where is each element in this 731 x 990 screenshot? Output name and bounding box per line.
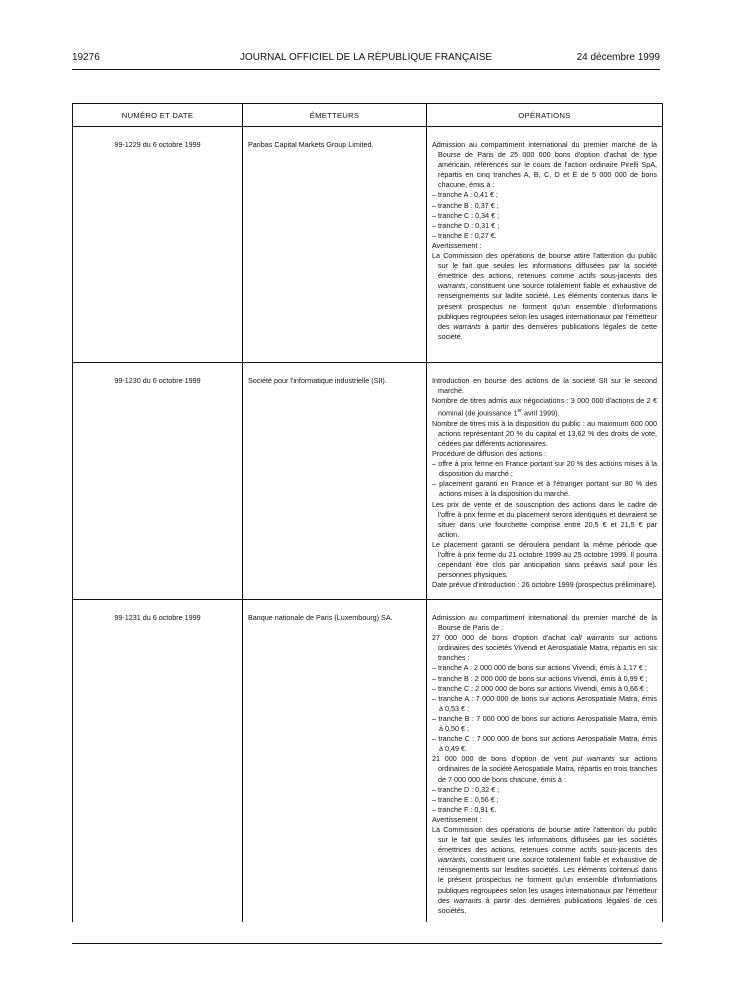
column-header-numero: NUMÉRO ET DATE — [73, 104, 243, 127]
op-text: Introduction en bourse des actions de la société SII sur le second marché. — [432, 376, 657, 396]
op-tranche: – tranche A : 0,41 € ; — [432, 190, 498, 200]
op-tranche: – tranche C : 2 000 000 de bons sur actions Vivendi, émis à 0,66 € ; — [432, 683, 649, 693]
table-row — [73, 600, 663, 922]
column-header-operations: OPÉRATIONS — [427, 104, 663, 127]
op-tranche: – tranche E : 0,56 € ; — [432, 794, 499, 804]
op-tranche: – tranche E : 0,27 €. — [432, 230, 497, 240]
op-text: Le placement garanti se déroulera pendant la même période que l'offre à prix ferme du 21 octobre 1999 au 25 octobre 1999. Il pourra cependant être clos par anticipation sans préavis sauf pour les personnes physiques. — [432, 539, 657, 580]
column-header-emetteurs: ÉMETTEURS — [243, 104, 427, 127]
table-row — [73, 127, 663, 363]
op-tranche: – tranche A : 2 000 000 de bons sur actions Vivendi, émis à 1,17 € ; — [432, 663, 647, 673]
table-bottom-rule — [72, 943, 662, 944]
table-row — [73, 363, 663, 600]
op-tranche: – tranche D : 0,32 € ; — [432, 784, 500, 794]
cell-operations — [427, 363, 663, 600]
op-bullet: – offre à prix ferme en France portant sur 20 % des actions mises à la disposition du marché ; — [432, 459, 657, 479]
cell-numero: 99-1229 du 6 octobre 1999 — [73, 127, 243, 363]
page-number: 19276 — [72, 52, 100, 63]
cell-numero: 99-1230 du 6 octobre 1999 — [73, 363, 243, 600]
op-text: Date prévue d'introduction : 26 octobre 1999 (prospectus préliminaire). — [432, 580, 657, 590]
header-rule — [72, 69, 660, 70]
op-text: 21 000 000 de bons d'option de vent put warrants sur actions ordinaires de la société Aerospatiale Matra, répartis en trois tranches de 7 000 000 de bons chacune, émis à : — [432, 754, 657, 784]
table-header-row — [73, 104, 663, 127]
op-bullet: – placement garanti en France et à l'étranger portant sur 80 % des actions mises à la disposition du marché. — [432, 479, 657, 499]
op-text: 27 000 000 de bons d'option d'achat call warrants sur actions ordinaires des sociétés Vivendi et Aerospatiale Matra, répartis en six tranches : — [432, 633, 657, 663]
op-warning-text: La Commission des opérations de bourse attire l'attention du public sur le fait que seules les informations diffusées par les sociétés émettrices des actions, retenues comme actifs sous-jacents des warrants, constituent une source totalement fiable et exhaustive de renseignements sur lesdites sociétés. Les éléments contenus dans le présent prospectus ne forment qu'un ensemble d'informations publiques regroupées selon les usages internationaux par l'émetteur des warrants à partir des dernières publications légales de ces sociétés. — [432, 824, 657, 915]
op-warning-text: La Commission des opérations de bourse attire l'attention du public sur le fait que seules les informations diffusées par la société émettrice des actions, retenues comme actifs sous-jacents des warrants, constituent une source totalement fiable et exhaustive de renseignements sur ladite société. Les éléments contenus dans le présent prospectus ne forment qu'un ensemble d'informations publiques regroupées selon les usages internationaux par l'émetteur des warrants à partir des dernières publications légales de cette société. — [432, 251, 657, 341]
op-tranche: – tranche B : 2 000 000 de bons sur actions Vivendi, émis à 0,99 € ; — [432, 673, 648, 683]
op-warning-label: Avertissement : — [432, 814, 482, 824]
cell-emetteur: Société pour l'informatique industrielle (SII). — [243, 363, 427, 600]
page-header — [72, 52, 660, 66]
op-tranche: – tranche B : 7 000 000 de bons sur actions Aerospatiale Matra, émis à 0,50 € ; — [432, 713, 657, 734]
op-tranche: – tranche C : 7 000 000 de bons sur actions Aerospatiale Matra, émis à 0,49 €. — [432, 734, 657, 754]
op-text: Admission au compartiment international du premier marché de la Bourse de Paris de : — [432, 613, 657, 633]
op-tranche: – tranche C : 0,34 € ; — [432, 210, 500, 220]
op-text: Les prix de vente et de souscription des actions dans le cadre de l'offre à prix ferme et du placement seront identiques et devraient se situer dans une fourchette comprise entre 20,5 € et 21,5 € par action. — [432, 499, 657, 539]
cell-operations — [427, 127, 663, 363]
operations-table — [72, 103, 663, 922]
op-text: Admission au compartiment international du premier marché de la Bourse de Paris de 25 000 000 bons d'option d'achat de type américain, référencés sur le cours de l'action ordinaire Pirelli SpA, répartis en cinq tranches A, B, C, D et E de 5 000 000 de bons chacune, émis à : — [432, 140, 657, 190]
op-tranche: – tranche D : 0,31 € ; — [432, 220, 500, 230]
op-text: Nombre de titres mis à la disposition du public : au maximum 600 000 actions représentant 20 % du capital et 13,62 % des droits de vote, cédées par différents actionnaires. — [432, 418, 657, 448]
journal-title: JOURNAL OFFICIEL DE LA RÉPUBLIQUE FRANÇAISE — [239, 52, 493, 63]
op-tranche: – tranche B : 0,37 € ; — [432, 200, 499, 210]
cell-operations — [427, 600, 663, 922]
issue-date: 24 décembre 1999 — [576, 52, 660, 63]
cell-numero: 99-1231 du 6 octobre 1999 — [73, 600, 243, 922]
cell-emetteur: Banque nationale de Paris (Luxembourg) SA. — [243, 600, 427, 922]
op-text: Procédure de diffusion des actions : — [432, 449, 547, 459]
cell-emetteur: Paribas Capital Markets Group Limited. — [243, 127, 427, 363]
op-tranche: – tranche F : 0,91 €. — [432, 804, 497, 814]
op-warning-label: Avertissement : — [432, 240, 482, 250]
op-tranche: – tranche A : 7 000 000 de bons sur actions Aerospatiale Matra, émis à 0,53 € ; — [432, 693, 657, 713]
op-text: Nombre de titres admis aux négociations : 3 000 000 d'actions de 2 € nominal (de jouissance 1er avril 1999). — [432, 396, 657, 418]
